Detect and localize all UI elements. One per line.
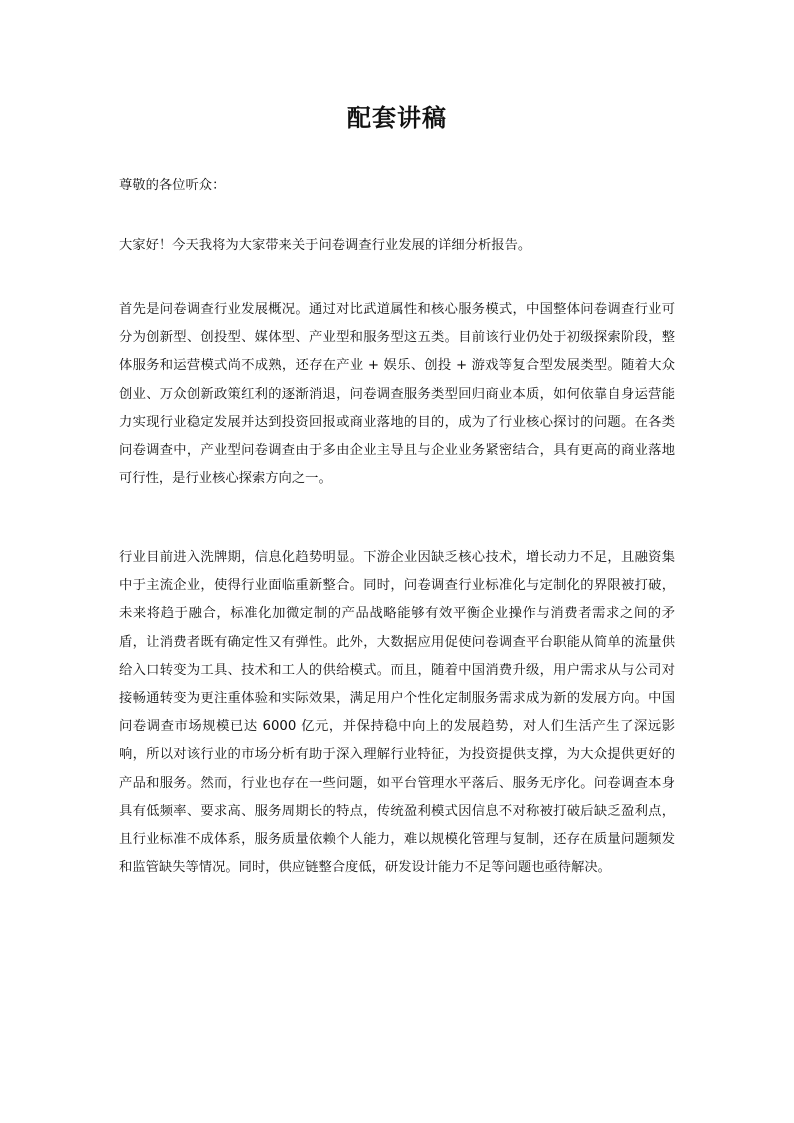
page-title: 配套讲稿 [347, 104, 447, 132]
industry-trends-paragraph: 行业目前进入洗牌期，信息化趋势明显。下游企业因缺乏核心技术，增长动力不足，且融资集中于主流企业，使得行业面临重新整合。同时，问卷调查行业标准化与定制化的界限被打破，未来将趋于融合，标准化加微定制的产品战略能够有效平衡企业操作与消费者需求之间的矛盾，让消费者既有确定性又有弹性。此外，大数据应用促使问卷调查平台职能从简单的流量供给入口转变为工具、技术和工人的供给模式。而且，随着中国消费升级，用户需求从与公司对接畅通转变为更注重体验和实际效果，满足用户个性化定制服务需求成为新的发展方向。中国问卷调查市场规模已达 6000 亿元，并保持稳中向上的发展趋势，对人们生活产生了深远影响，所以对该行业的市场分析有助于深入理解行业特征，为投资提供支撑，为大众提供更好的产品和服务。然而，行业也存在一些问题，如平台管理水平落后、服务无序化。问卷调查本身具有低频率、要求高、服务周期长的特点，传统盈利模式因信息不对称被打破后缺乏盈利点，且行业标准不成体系，服务质量依赖个人能力，难以规模化管理与复制，还存在质量问题频发和监管缺失等情况。同时，供应链整合度低，研发设计能力不足等问题也亟待解决。 [119, 550, 675, 876]
salutation-paragraph: 尊敬的各位听众： [119, 178, 226, 193]
opening-paragraph: 大家好！今天我将为大家带来关于问卷调查行业发展的详细分析报告。 [119, 238, 532, 253]
industry-overview-paragraph: 首先是问卷调查行业发展概况。通过对比武道属性和核心服务模式，中国整体问卷调查行业可分为创新型、创投型、媒体型、产业型和服务型这五类。目前该行业仍处于初级探索阶段，整体服务和运营模式尚不成熟，还存在产业 + 娱乐、创投 + 游戏等复合型发展类型。随着大众创业、万众创新政策红利的逐渐消退，问卷调查服务类型回归商业本质，如何依靠自身运营能力实现行业稳定发展并达到投资回报或商业落地的目的，成为了行业核心探讨的问题。在各类问卷调查中，产业型问卷调查由于多由企业主导且与企业业务紧密结合，具有更高的商业落地可行性，是行业核心探索方向之一。 [119, 302, 675, 487]
